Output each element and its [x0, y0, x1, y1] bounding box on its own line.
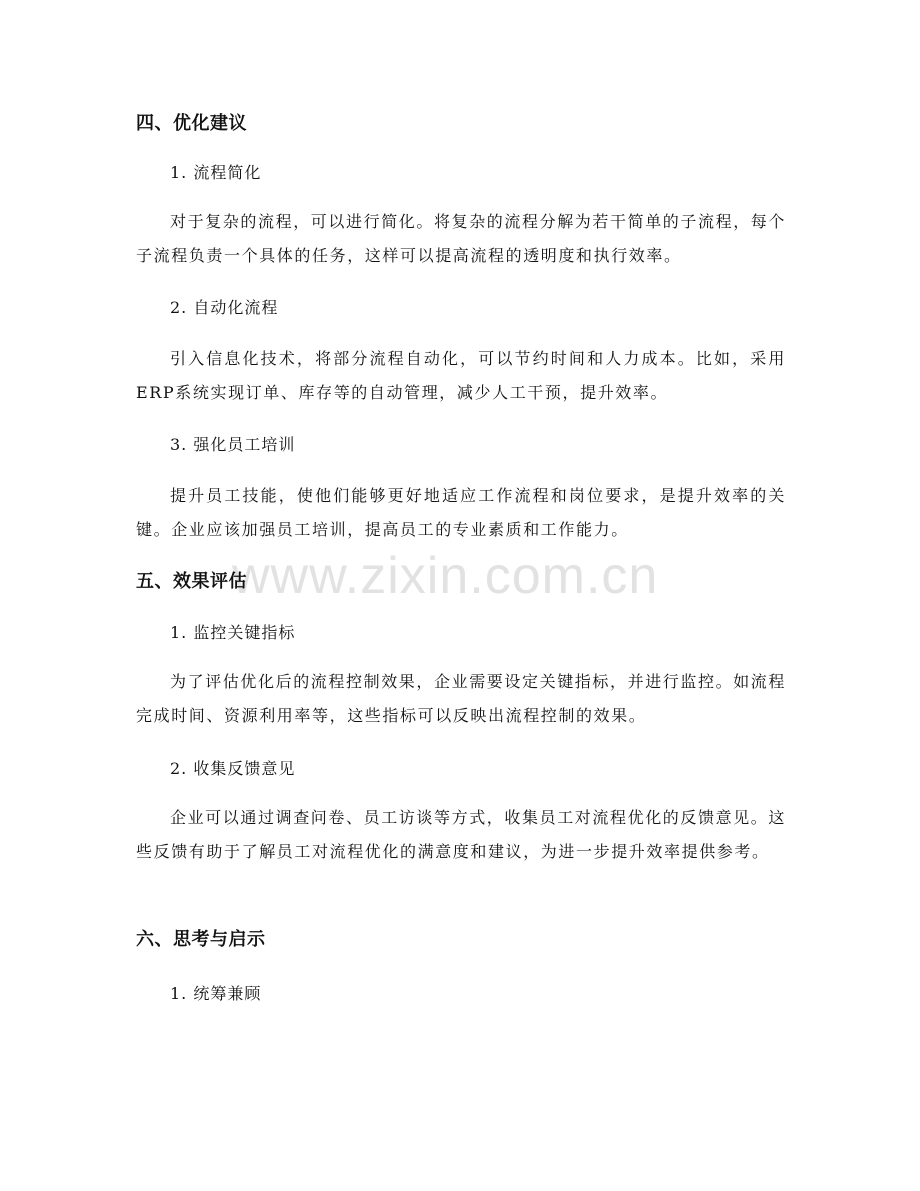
paragraph-5-2: 企业可以通过调查问卷、员工访谈等方式，收集员工对流程优化的反馈意见。这些反馈有助于了解员工对流程优化的满意度和建议，为进一步提升效率提供参考。 [136, 808, 787, 861]
subheading-4-2: 2. 自动化流程 [170, 298, 279, 317]
section-heading-4: 四、优化建议 [136, 113, 247, 134]
subheading-4-1: 1. 流程简化 [170, 163, 262, 182]
paragraph-4-1: 对于复杂的流程，可以进行简化。将复杂的流程分解为若干简单的子流程，每个子流程负责一个具体的任务，这样可以提高流程的透明度和执行效率。 [136, 212, 787, 265]
section-heading-6: 六、思考与启示 [136, 929, 266, 950]
section-heading-5: 五、效果评估 [136, 571, 247, 592]
paragraph-4-2: 引入信息化技术，将部分流程自动化，可以节约时间和人力成本。比如，采用ERP系统实现订单、库存等的自动管理，减少人工干预，提升效率。 [136, 349, 786, 402]
paragraph-5-1: 为了评估优化后的流程控制效果，企业需要设定关键指标，并进行监控。如流程完成时间、资源利用率等，这些指标可以反映出流程控制的效果。 [136, 672, 787, 725]
subheading-5-1: 1. 监控关键指标 [170, 623, 296, 642]
subheading-6-1: 1. 统筹兼顾 [170, 984, 262, 1003]
subheading-4-3: 3. 强化员工培训 [170, 435, 296, 454]
watermark: www.zixin.com.cn [232, 547, 659, 605]
subheading-5-2: 2. 收集反馈意见 [170, 759, 296, 778]
paragraph-4-3: 提升员工技能，使他们能够更好地适应工作流程和岗位要求，是提升效率的关键。企业应该加强员工培训，提高员工的专业素质和工作能力。 [136, 486, 786, 539]
